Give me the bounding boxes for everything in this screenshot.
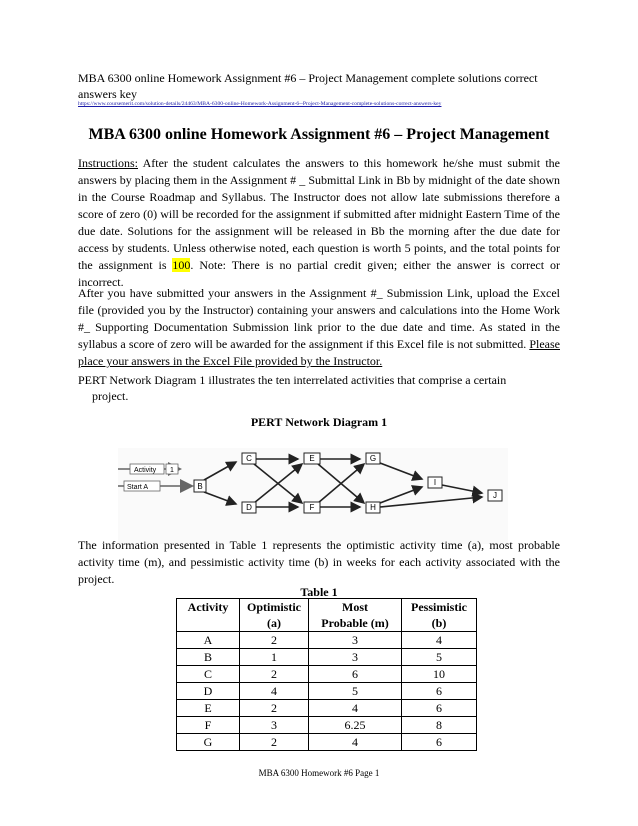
node-d-label: D: [246, 503, 252, 512]
node-h-label: H: [370, 503, 376, 512]
node-j-label: J: [493, 491, 497, 500]
legend-activity-label: Activity: [134, 467, 157, 474]
table-header-row: [177, 599, 477, 632]
header-optimistic: Optimistic (a): [240, 599, 309, 632]
instructions-text-b: . Note: There is no partial credit given; either the answer is correct or incorrect.: [78, 258, 560, 289]
cell-most-probable: 4: [309, 734, 402, 751]
cell-pessimistic: 6: [402, 700, 477, 717]
diagram-title: PERT Network Diagram 1: [250, 415, 388, 429]
instructions-text-a: After the student calculates the answers to this homework he/she must submit the answers by placing them in the Assignment # _ Submittal Link in Bb by midnight of the date shown in the Course Roadmap and Syllabus. The Instructor does not allow late submissions therefore a score of zero (0) will be recorded for the assignment if submitted after midnight Eastern Time of the due date. Solutions for the assignment will be released in Bb the morning after the due date for access by students. Unless otherwise noted, each question is worth 5 points, and the total points for the assignment is: [78, 156, 560, 272]
node-e-label: E: [309, 454, 315, 463]
page-heading: MBA 6300 online Homework Assignment #6 – Project Management: [88, 126, 550, 143]
table-row: [177, 700, 477, 717]
cell-most-probable: 6: [309, 666, 402, 683]
cell-optimistic: 2: [240, 734, 309, 751]
cell-activity: C: [177, 666, 240, 683]
cell-optimistic: 2: [240, 700, 309, 717]
node-g-label: G: [369, 454, 377, 463]
pert-network-diagram: [118, 448, 508, 544]
table-row: [177, 649, 477, 666]
cell-optimistic: 3: [240, 717, 309, 734]
cell-pessimistic: 6: [402, 734, 477, 751]
node-i-label: I: [433, 478, 437, 487]
pert-intro-line-2: project.: [92, 389, 129, 403]
cell-activity: E: [177, 700, 240, 717]
cell-most-probable: 4: [309, 700, 402, 717]
cell-activity: F: [177, 717, 240, 734]
instructions-paragraph: [78, 155, 560, 291]
page-footer: MBA 6300 Homework #6 Page 1: [258, 768, 380, 778]
cell-optimistic: 4: [240, 683, 309, 700]
node-b-label: B: [197, 482, 203, 491]
cell-activity: B: [177, 649, 240, 666]
cell-most-probable: 3: [309, 632, 402, 649]
document-title-line-2: answers key: [78, 87, 137, 101]
node-c-label: C: [246, 454, 252, 463]
start-label: Start A: [127, 484, 149, 491]
table-row: [177, 717, 477, 734]
cell-pessimistic: 10: [402, 666, 477, 683]
node-f-label: F: [309, 503, 315, 512]
cell-activity: G: [177, 734, 240, 751]
source-link[interactable]: https://www.coursemerit.com/solution-details/24463/MBA-6300-online-Homework-Assignment-6--Project-Management-complete-solutions-correct-answers-key: [78, 101, 442, 107]
header-pessimistic: Pessimistic (b): [402, 599, 477, 632]
cell-most-probable: 6.25: [309, 717, 402, 734]
table-row: [177, 666, 477, 683]
cell-activity: A: [177, 632, 240, 649]
legend-value: 1: [170, 467, 174, 474]
pert-intro-line-1: PERT Network Diagram 1 illustrates the ten interrelated activities that comprise a certain: [78, 373, 507, 387]
cell-optimistic: 2: [240, 666, 309, 683]
table-caption: Table 1: [300, 585, 338, 599]
cell-most-probable: 3: [309, 649, 402, 666]
table-row: [177, 683, 477, 700]
instructions-label: Instructions:: [78, 156, 138, 170]
cell-optimistic: 1: [240, 649, 309, 666]
cell-pessimistic: 8: [402, 717, 477, 734]
table-row: [177, 632, 477, 649]
cell-pessimistic: 4: [402, 632, 477, 649]
table-intro-paragraph: The information presented in Table 1 represents the optimistic activity time (a), most probable activity time (m), and pessimistic activity time (b) in weeks for each activity associated with the project.: [78, 538, 560, 586]
document-title-line-1: MBA 6300 online Homework Assignment #6 – Project Management complete solutions correct: [78, 71, 538, 85]
cell-pessimistic: 6: [402, 683, 477, 700]
table-row: [177, 734, 477, 751]
cell-pessimistic: 5: [402, 649, 477, 666]
time-estimates-table: [176, 598, 477, 751]
header-most-probable: Most Probable (m): [309, 599, 402, 632]
cell-activity: D: [177, 683, 240, 700]
cell-optimistic: 2: [240, 632, 309, 649]
submission-paragraph: [78, 285, 560, 370]
submission-underlined-note: Please place your answers in the Excel File provided by the Instructor.: [78, 337, 560, 368]
submission-text: After you have submitted your answers in the Assignment #_ Submission Link, upload the Excel file (provided you by the Instructor) containing your answers and calculations into the Home Work #_ Supporting Documentation Submission link prior to the due date and time. As stated in the syllabus a score of zero will be awarded for the assignment if this Excel file is not submitted.: [78, 286, 560, 351]
header-activity: Activity: [177, 599, 240, 632]
total-points: 100: [172, 258, 191, 272]
cell-most-probable: 5: [309, 683, 402, 700]
